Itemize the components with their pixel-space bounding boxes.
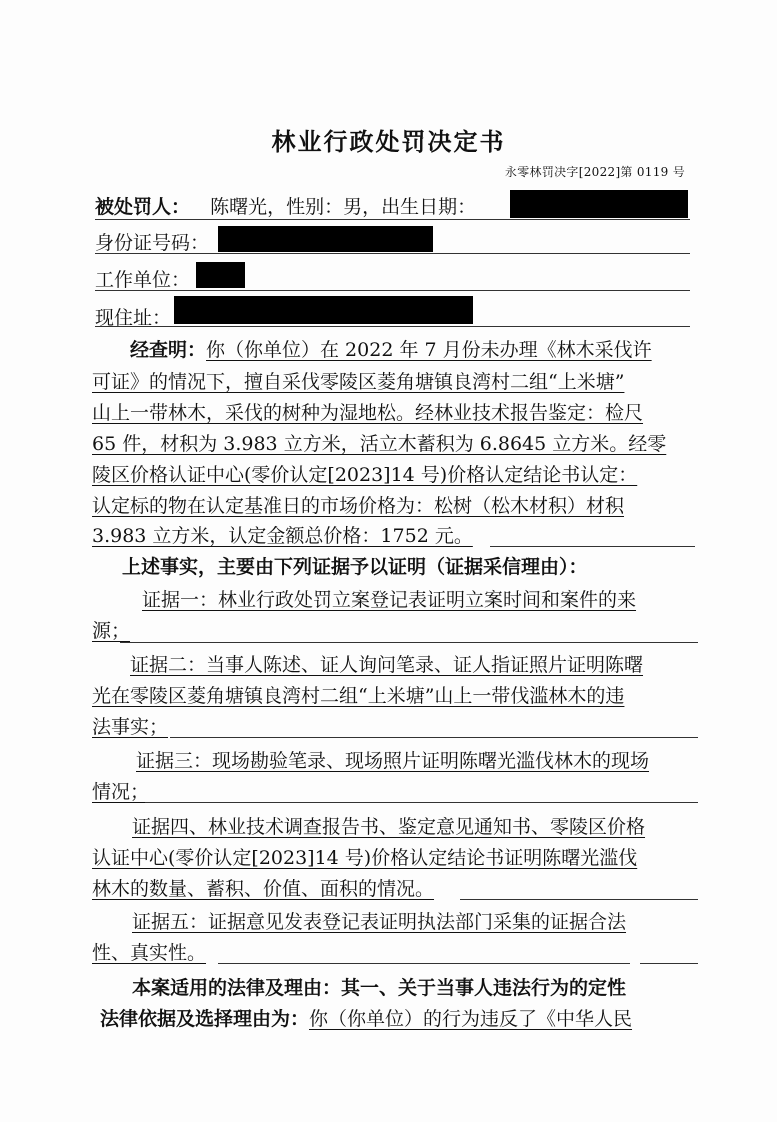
findings-line-7: 3.983 立方米，认定金额总价格：1752 元。 (92, 525, 473, 547)
address-label: 现住址： (95, 307, 172, 329)
law-heading: 本案适用的法律及理由：其一、关于当事人违法行为的定性 (132, 977, 627, 999)
id-number-label: 身份证号码： (95, 232, 210, 254)
redaction-birthdate (510, 190, 688, 218)
findings-line-1: 经查明：你（你单位）在 2022 年 7 月份未办理《林木采伐许 (130, 339, 652, 361)
findings-line-4: 65 件，材积为 3.983 立方米，活立木蓄积为 6.8645 立方米。经零 (92, 433, 667, 455)
evidence-3-line-2: 情况； (92, 781, 150, 803)
underline (95, 326, 690, 327)
penalized-person-label: 被处罚人： (95, 196, 191, 218)
evidence-2-line-2: 光在零陵区菱角塘镇良湾村二组“上米塘”山上一带伐滥林木的违 (92, 685, 625, 707)
penalized-person-value: 陈曙光，性别：男，出生日期： (210, 196, 477, 218)
evidence-4-line-1: 证据四、林业技术调查报告书、鉴定意见通知书、零陵区价格 (132, 816, 646, 838)
document-title: 林业行政处罚决定书 (271, 127, 506, 156)
findings-line-6: 认定标的物在认定基准日的市场价格为：松树（松木材积）材积 (92, 495, 625, 517)
evidence-2-line-1: 证据二：当事人陈述、证人询问笔录、证人指证照片证明陈曙 (130, 654, 644, 676)
underline (145, 802, 698, 803)
evidence-4-line-3: 林木的数量、蓄积、价值、面积的情况。 (92, 878, 435, 900)
work-unit-label: 工作单位： (95, 269, 191, 291)
evidence-5-line-1: 证据五：证据意见发表登记表证明执法部门采集的证据合法 (132, 911, 627, 933)
underline (490, 546, 695, 547)
findings-line-5: 陵区价格认证中心(零价认定[2023]14 号)价格认定结论书认定： (92, 464, 638, 486)
penalized-person-row (95, 192, 476, 220)
underline (460, 899, 698, 900)
evidence-intro: 上述事实，主要由下列证据予以证明（证据采信理由）： (122, 556, 588, 578)
work-unit-row (95, 265, 190, 293)
underline (218, 963, 630, 964)
law-line-2: 法律依据及选择理由为：你（你单位）的行为违反了《中华人民 (100, 1008, 633, 1030)
findings-line-3: 山上一带林木，采伐的树种为湿地松。经林业技术报告鉴定：检尺 (92, 402, 644, 424)
underline (95, 219, 690, 220)
id-number-row (95, 228, 209, 256)
underline (95, 290, 690, 291)
underline (120, 642, 698, 643)
findings-label: 经查明： (130, 339, 207, 361)
redaction-work-unit (196, 262, 245, 288)
evidence-1-line-2: 源； (92, 620, 131, 642)
underline (95, 253, 690, 254)
underline (170, 737, 698, 738)
redaction-id-number (218, 226, 433, 252)
evidence-3-line-1: 证据三：现场勘验笔录、现场照片证明陈曙光滥伐林木的现场 (136, 750, 650, 772)
evidence-5-line-2: 性、真实性。 (92, 942, 207, 964)
underline (640, 963, 698, 964)
evidence-4-line-2: 认证中心(零价认定[2023]14 号)价格认定结论书证明陈曙光滥伐 (92, 847, 638, 869)
evidence-1-line-1: 证据一：林业行政处罚立案登记表证明立案时间和案件的来 (142, 589, 637, 611)
document-number: 永零林罚决字[2022]第 0119 号 (504, 165, 685, 179)
evidence-2-line-3: 法事实； (92, 716, 169, 738)
findings-line-2: 可证》的情况下，擅自采伐零陵区菱角塘镇良湾村二组“上米塘” (92, 371, 625, 393)
redaction-address (174, 296, 473, 324)
